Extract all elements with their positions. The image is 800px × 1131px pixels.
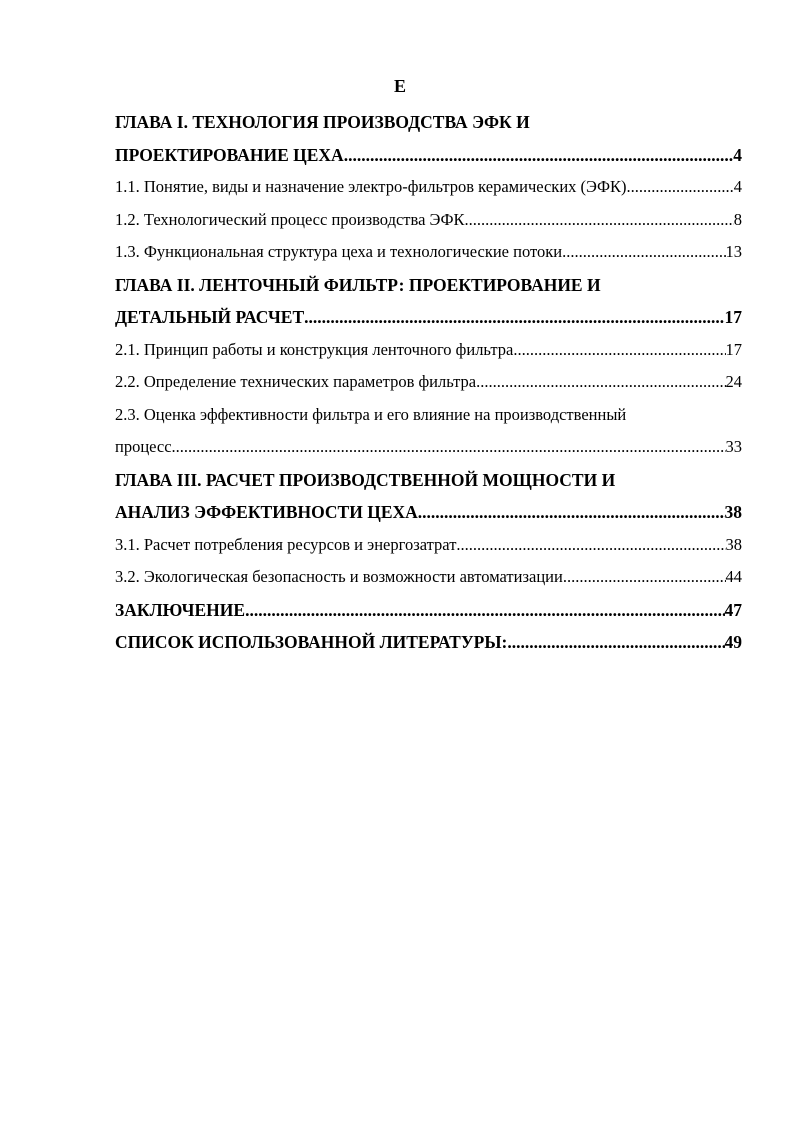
dot-leader — [418, 496, 725, 529]
toc-entry-section-2-3[interactable] — [115, 431, 742, 464]
toc-page-number: 4 — [733, 177, 742, 196]
toc-section-2-3-title-line — [115, 399, 742, 432]
toc-entry-text: ПРОЕКТИРОВАНИЕ ЦЕХА — [115, 144, 344, 165]
toc-entry-text: 3.2. Экологическая безопасность и возможности автоматизации — [115, 567, 563, 586]
toc-entry-text: ГЛАВА III. РАСЧЕТ ПРОИЗВОДСТВЕННОЙ МОЩНОСТИ И — [115, 469, 616, 490]
dot-leader — [507, 626, 724, 659]
toc-entry-text: ДЕТАЛЬНЫЙ РАСЧЕТ — [115, 307, 305, 327]
toc-entry-chapter-1[interactable] — [115, 139, 742, 172]
toc-entry-section-1-2[interactable] — [115, 204, 742, 237]
toc-entry-text: 2.3. Оценка эффективности фильтра и его влияние на производственный — [115, 404, 627, 424]
toc-entry-text: АНАЛИЗ ЭФФЕКТИВНОСТИ ЦЕХА — [115, 502, 418, 522]
toc-entry-section-1-3[interactable] — [115, 236, 742, 269]
toc-entry-section-2-1[interactable] — [115, 334, 742, 367]
toc-entry-chapter-3[interactable] — [115, 496, 742, 529]
toc-chapter-1-title-line — [115, 106, 742, 139]
toc-page-number: 17 — [724, 307, 742, 327]
toc-page-number: 24 — [725, 372, 742, 391]
toc-entry-section-3-1[interactable] — [115, 529, 742, 562]
toc-entry-text: 1.1. Понятие, виды и назначение электро-фильтров керамических (ЭФК) — [115, 177, 627, 196]
toc-entry-section-1-1[interactable] — [115, 171, 742, 204]
dot-leader — [344, 139, 734, 172]
toc-page-number: 47 — [724, 599, 742, 620]
toc-entry-conclusion[interactable] — [115, 594, 742, 627]
dot-leader — [513, 334, 725, 367]
toc-chapter-3-title-line — [115, 464, 742, 497]
toc-entry-references[interactable] — [115, 626, 742, 659]
dot-leader — [172, 431, 726, 464]
toc-entry-text: 3.1. Расчет потребления ресурсов и энергозатрат — [115, 534, 457, 554]
toc-page-number: 17 — [725, 339, 742, 359]
toc-page-number: 38 — [725, 534, 742, 554]
dot-leader — [245, 594, 724, 627]
toc-entry-text: ГЛАВА II. ЛЕНТОЧНЫЙ ФИЛЬТР: ПРОЕКТИРОВАНИЕ И — [115, 274, 601, 295]
toc-page-number: 44 — [725, 567, 742, 586]
toc-page-number: 13 — [725, 242, 742, 261]
toc-page-number: 49 — [724, 632, 742, 652]
dot-leader — [562, 236, 725, 269]
dot-leader — [456, 529, 725, 562]
toc-page-number: 33 — [725, 437, 742, 456]
toc-chapter-2-title-line — [115, 269, 742, 302]
toc-entry-text: СПИСОК ИСПОЛЬЗОВАННОЙ ЛИТЕРАТУРЫ: — [115, 632, 508, 652]
dot-leader — [563, 561, 726, 594]
toc-page-number: 4 — [733, 144, 742, 165]
dot-leader — [476, 366, 725, 399]
toc-entry-section-3-2[interactable] — [115, 561, 742, 594]
toc-entry-text: 1.3. Функциональная структура цеха и технологические потоки — [115, 242, 563, 261]
table-of-contents — [115, 106, 742, 659]
toc-entry-text: ЗАКЛЮЧЕНИЕ — [115, 599, 246, 620]
toc-entry-text: 2.1. Принцип работы и конструкция ленточного фильтра — [115, 339, 514, 359]
dot-leader — [304, 301, 724, 334]
toc-entry-text: ГЛАВА I. ТЕХНОЛОГИЯ ПРОИЗВОДСТВА ЭФК И — [115, 112, 530, 132]
dot-leader — [627, 171, 734, 204]
toc-entry-text: 1.2. Технологический процесс производства ЭФК — [115, 209, 465, 229]
toc-entry-text: процесс — [115, 437, 172, 456]
dot-leader — [465, 204, 734, 237]
toc-entry-section-2-2[interactable] — [115, 366, 742, 399]
toc-page-number: 38 — [724, 502, 742, 522]
toc-heading: Е — [393, 76, 406, 96]
toc-entry-text: 2.2. Определение технических параметров фильтра — [115, 372, 477, 391]
toc-page-number: 8 — [733, 209, 742, 229]
toc-entry-chapter-2[interactable] — [115, 301, 742, 334]
